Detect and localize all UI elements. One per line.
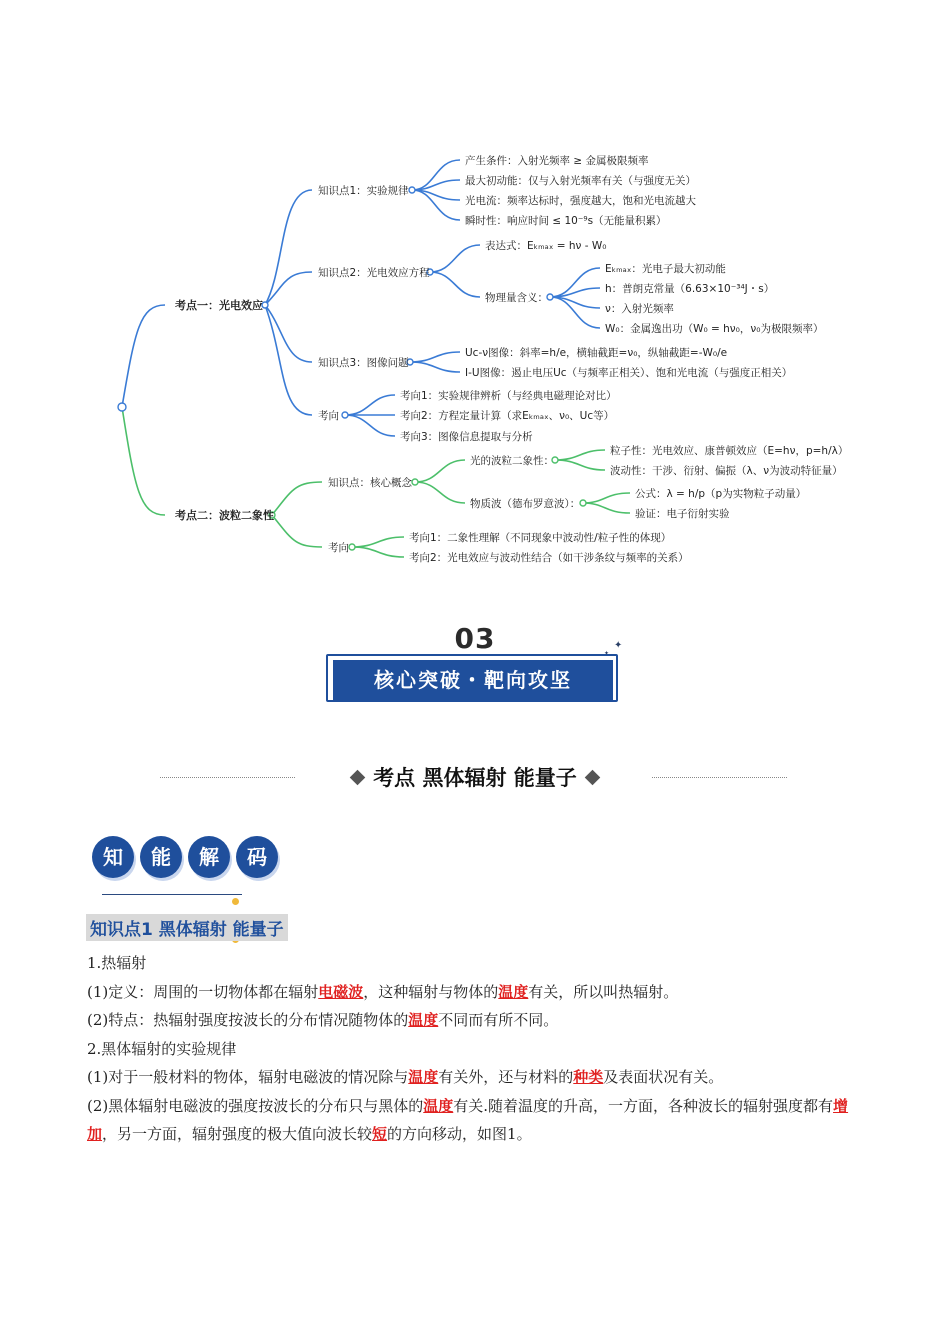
mm-k4: 知识点：核心概念 — [328, 477, 412, 489]
banner-text: 核心突破・靶向攻坚 — [333, 660, 613, 700]
knowledge-heading: 知识点1 黑体辐射 能量子 — [86, 914, 288, 941]
mm-k2-phys-item: W₀：金属逸出功（W₀ = hν₀，ν₀为极限频率） — [605, 323, 824, 335]
mm-k4-b: 物质波（德布罗意波）： — [470, 498, 581, 510]
mm-k4-b-item: 公式：λ = h/p（p为实物粒子动量） — [635, 488, 807, 500]
mm-k1-item: 产生条件：入射光频率 ≥ 金属极限频率 — [465, 155, 649, 167]
mind-map — [0, 0, 950, 600]
paragraph: (1)对于一般材料的物体，辐射电磁波的情况除与温度有关外，还与材料的种类及表面状况有关。 — [87, 1068, 724, 1086]
paragraph: 2.黑体辐射的实验规律 — [87, 1039, 237, 1058]
mm-k1-item: 最大初动能：仅与入射光频率有关（与强度无关） — [465, 175, 696, 187]
mm-k2-phys-item: ν：入射光频率 — [605, 303, 674, 315]
mm-k4-a: 光的波粒二象性： — [470, 455, 554, 467]
mm-k1-item: 瞬时性：响应时间 ≤ 10⁻⁹s（无能量积累） — [465, 215, 667, 227]
badge: 能 — [140, 836, 182, 878]
badge: 解 — [188, 836, 230, 878]
paragraph: (2)特点：热辐射强度按波长的分布情况随物体的温度不同而有所不同。 — [87, 1011, 559, 1029]
badge-underline — [102, 894, 242, 895]
paragraph: (2)黑体辐射电磁波的强度按波长的分布只与黑体的温度有关.随着温度的升高，一方面，各种波长的辐射强度都有增加，另一方面，辐射强度的极大值向波长较短的方向移动，如图1。 — [87, 1096, 849, 1143]
mm-k2-expr: 表达式：Eₖₘₐₓ = hν - W₀ — [485, 240, 607, 252]
badge: 码 — [236, 836, 278, 878]
paragraph: 1.热辐射 — [87, 954, 147, 972]
mm-k1-item: 光电流：频率达标时，强度越大，饱和光电流越大 — [465, 195, 696, 207]
badge: 知 — [92, 836, 134, 878]
diamond-icon — [585, 770, 601, 786]
mm-dir1-item: 考向2：方程定量计算（求Eₖₘₐₓ、ν₀、Uc等） — [400, 410, 615, 422]
mm-k2-phys-item: h：普朗克常量（6.63×10⁻³⁴J・s） — [605, 283, 775, 295]
mm-dir1: 考向 — [318, 410, 339, 422]
mm-k4-a-item: 粒子性：光电效应、康普顿效应（E=hν，p=h/λ） — [610, 445, 849, 457]
mm-dir2-item: 考向1：二象性理解（不同现象中波动性/粒子性的体现） — [409, 532, 672, 544]
section-banner — [326, 640, 623, 706]
mm-k3-item: I-U图像：遏止电压Uc（与频率正相关）、饱和光电流（与强度正相关） — [465, 367, 793, 379]
mm-k4-a-item: 波动性：干涉、衍射、偏振（λ、ν为波动特征量） — [610, 465, 843, 477]
mm-dir2: 考向 — [328, 542, 349, 554]
mm-topic1: 考点一：光电效应 — [175, 299, 263, 312]
paragraph: (1)定义：周围的一切物体都在辐射电磁波，这种辐射与物体的温度有关，所以叫热辐射。 — [87, 982, 679, 1001]
mm-dir1-item: 考向3：图像信息提取与分析 — [400, 431, 533, 443]
mm-k2-phys-item: Eₖₘₐₓ：光电子最大初动能 — [605, 263, 726, 275]
kaodian-title — [160, 756, 790, 796]
section-number: 03 — [454, 622, 496, 655]
sparkle-icon: ✦ — [604, 650, 610, 657]
kaodian-title-text: 考点 黑体辐射 能量子 — [373, 766, 577, 790]
mm-k3: 知识点3：图像问题 — [318, 357, 409, 369]
mm-k2-phys: 物理量含义： — [485, 292, 548, 304]
mm-k2: 知识点2：光电效应方程 — [318, 267, 430, 279]
mm-k4-b-item: 验证：电子衍射实验 — [635, 508, 730, 520]
mm-k3-item: Uc-ν图像：斜率=h/e，横轴截距=ν₀，纵轴截距=-W₀/e — [465, 347, 728, 359]
kaodian-heading — [160, 762, 790, 792]
sparkle-icon: ✦ — [614, 640, 623, 651]
mm-dir2-item: 考向2：光电效应与波动性结合（如干涉条纹与频率的关系） — [409, 552, 689, 564]
mm-k1: 知识点1：实验规律 — [318, 185, 409, 197]
diamond-icon — [350, 770, 366, 786]
mm-dir1-item: 考向1：实验规律辨析（与经典电磁理论对比） — [400, 390, 617, 402]
mm-topic2: 考点二：波粒二象性 — [175, 509, 274, 522]
body-text — [87, 949, 867, 1149]
